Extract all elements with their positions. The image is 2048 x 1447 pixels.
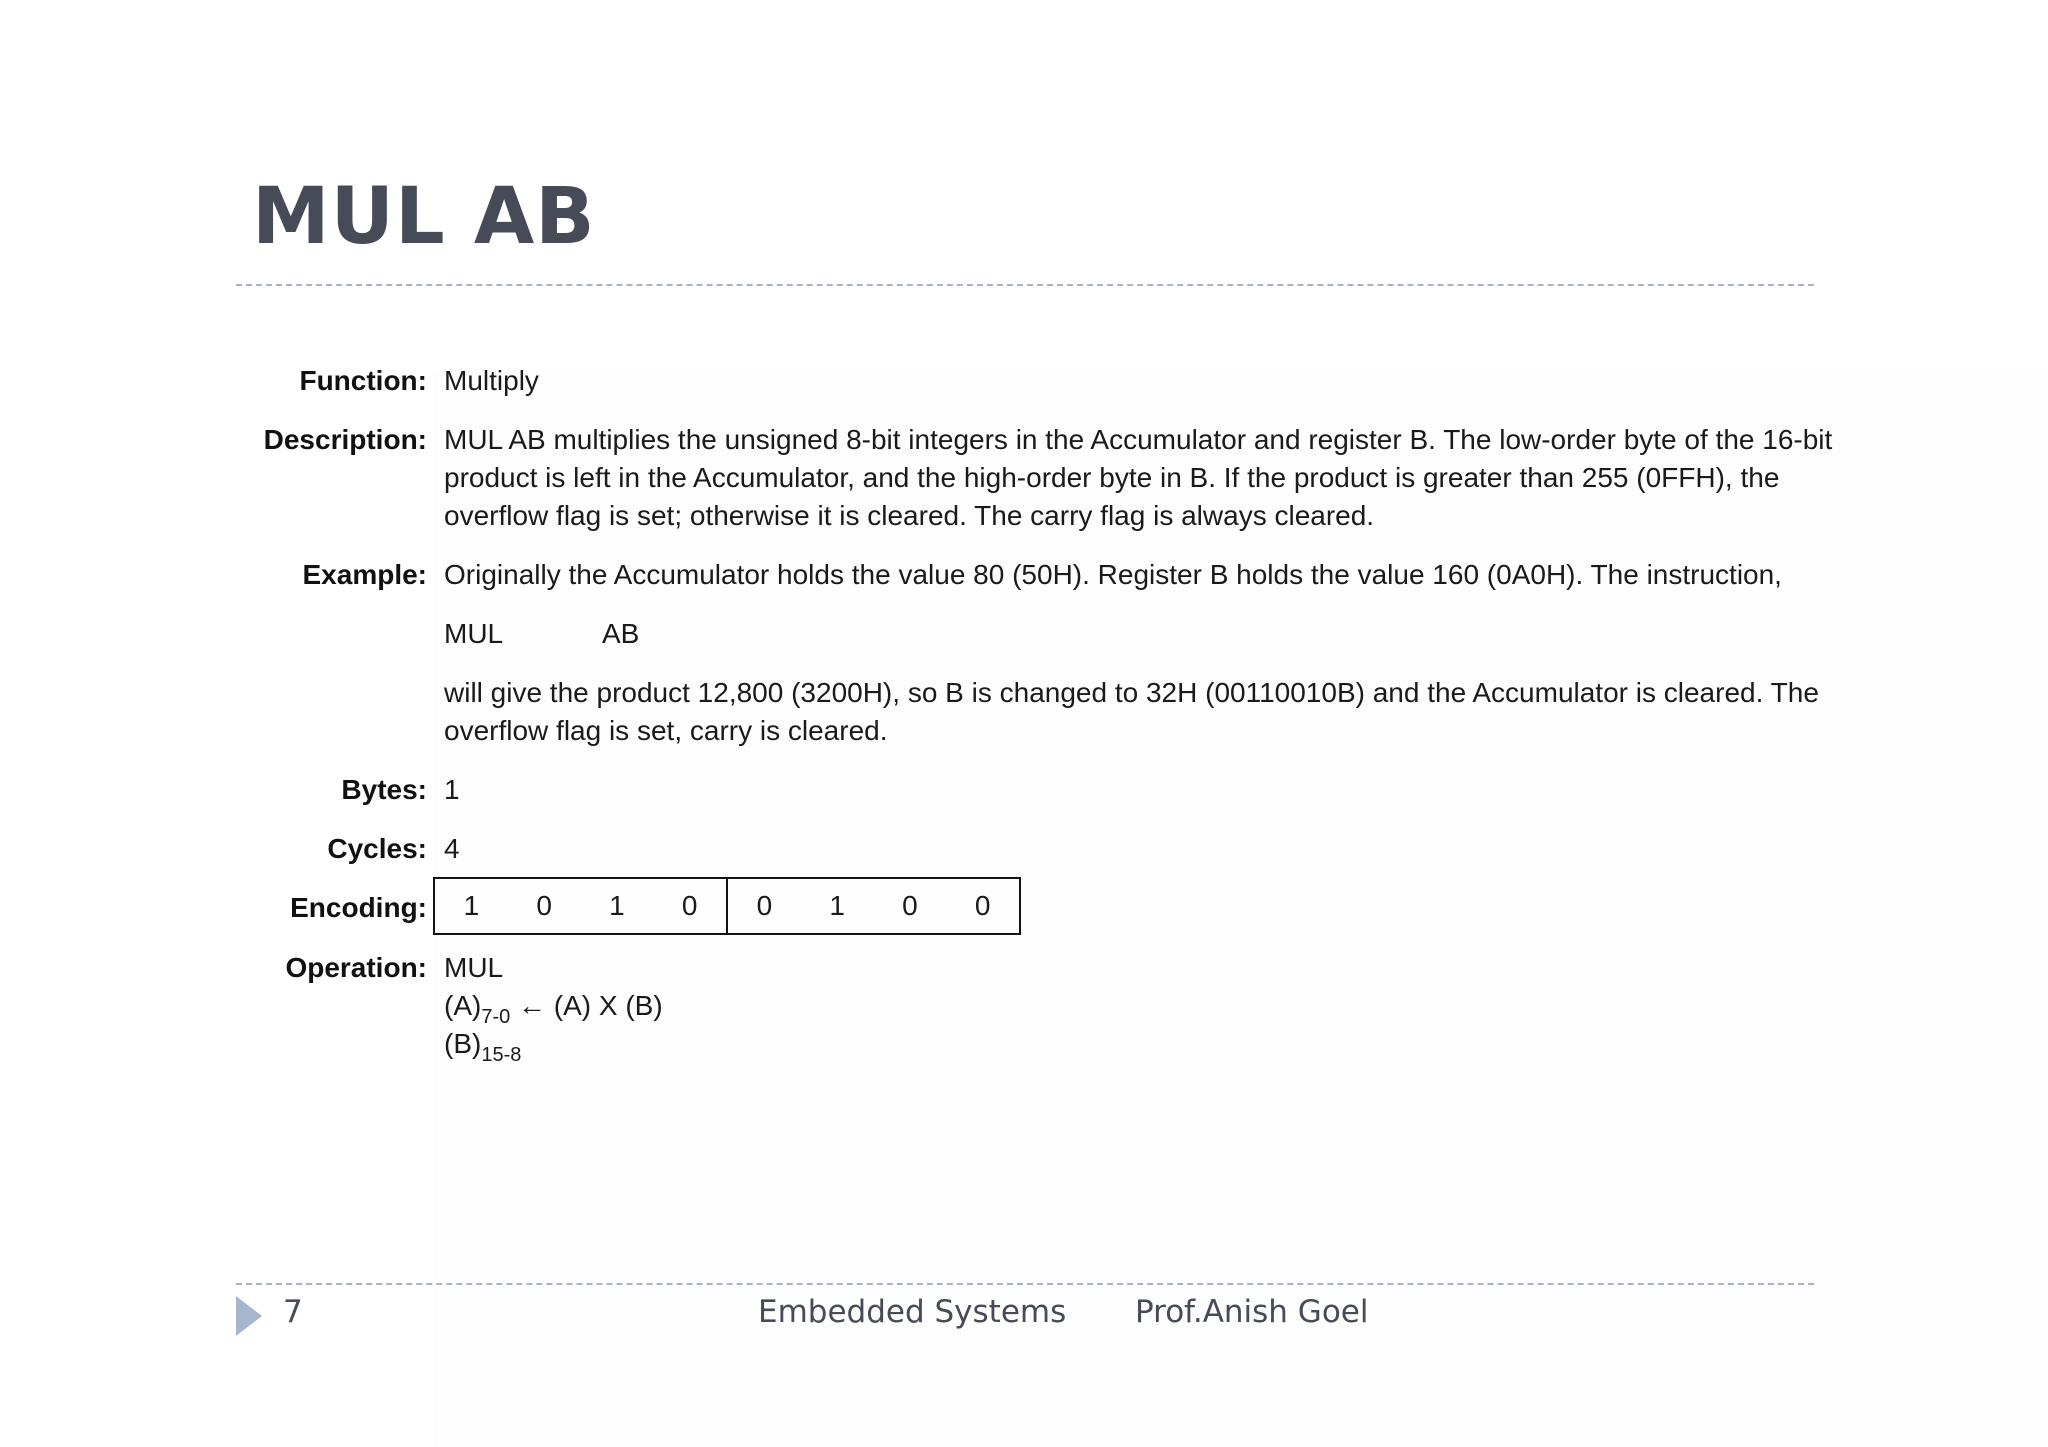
description-line: product is left in the Accumulator, and the high-order byte in B. If the product is greater than 255 (0FFH), the bbox=[444, 462, 1780, 493]
operation-register-a-bits: 7-0 bbox=[481, 1006, 511, 1028]
example-intro: Originally the Accumulator holds the value 80 (50H). Register B holds the value 160 (0A0H). The instruction, bbox=[444, 559, 1782, 590]
operation-register-a: (A) bbox=[444, 990, 482, 1021]
example-result-line: overflow flag is set, carry is cleared. bbox=[444, 715, 888, 746]
page-title: MUL AB bbox=[252, 172, 596, 262]
page-number: 7 bbox=[283, 1294, 303, 1330]
encoding-bit: 1 bbox=[609, 890, 625, 921]
encoding-bit: 0 bbox=[974, 890, 991, 921]
title-divider bbox=[236, 284, 1814, 286]
cycles-value: 4 bbox=[444, 833, 460, 864]
operation-line-2 bbox=[444, 1025, 522, 1066]
cycles-label: Cycles: bbox=[327, 833, 427, 864]
footer-author: Prof.Anish Goel bbox=[1135, 1294, 1369, 1330]
operation-line-1 bbox=[444, 987, 663, 1028]
encoding-bit: 0 bbox=[902, 890, 918, 921]
function-label: Function: bbox=[299, 365, 427, 396]
operation-expression: ← (A) X (B) bbox=[510, 990, 663, 1021]
description-line: MUL AB multiplies the unsigned 8-bit integers in the Accumulator and register B. The low-order byte of the 16-bit bbox=[444, 424, 1833, 455]
example-mnemonic: MUL bbox=[444, 618, 504, 649]
operation-register-b-bits: 15-8 bbox=[481, 1044, 522, 1066]
example-operand: AB bbox=[602, 618, 640, 649]
encoding-bit: 0 bbox=[536, 890, 552, 921]
example-label: Example: bbox=[302, 559, 427, 590]
example-result bbox=[444, 674, 1819, 750]
encoding-table bbox=[433, 877, 1021, 935]
operation-mnemonic: MUL bbox=[444, 952, 504, 983]
bytes-label: Bytes: bbox=[341, 774, 427, 805]
footer-course: Embedded Systems bbox=[758, 1294, 1067, 1330]
encoding-low-nibble bbox=[728, 879, 1019, 933]
function-value: Multiply bbox=[444, 365, 539, 396]
description-line: overflow flag is set; otherwise it is cleared. The carry flag is always cleared. bbox=[444, 500, 1375, 531]
encoding-bit: 0 bbox=[681, 890, 698, 921]
description-label: Description: bbox=[263, 424, 427, 455]
operation-label: Operation: bbox=[285, 952, 427, 983]
encoding-bit: 1 bbox=[829, 890, 845, 921]
encoding-high-nibble bbox=[435, 879, 728, 933]
example-result-line: will give the product 12,800 (3200H), so B is changed to 32H (00110010B) and the Accumulator is cleared. The bbox=[444, 677, 1819, 708]
encoding-label: Encoding: bbox=[290, 892, 427, 923]
bytes-value: 1 bbox=[444, 774, 460, 805]
encoding-bit: 0 bbox=[756, 890, 773, 921]
example-instruction bbox=[444, 615, 639, 653]
footer-divider bbox=[236, 1283, 1814, 1285]
triangle-bullet-icon bbox=[236, 1296, 262, 1341]
operation-register-b: (B) bbox=[444, 1028, 482, 1059]
description-text bbox=[444, 421, 1833, 535]
encoding-bit: 1 bbox=[463, 890, 480, 921]
